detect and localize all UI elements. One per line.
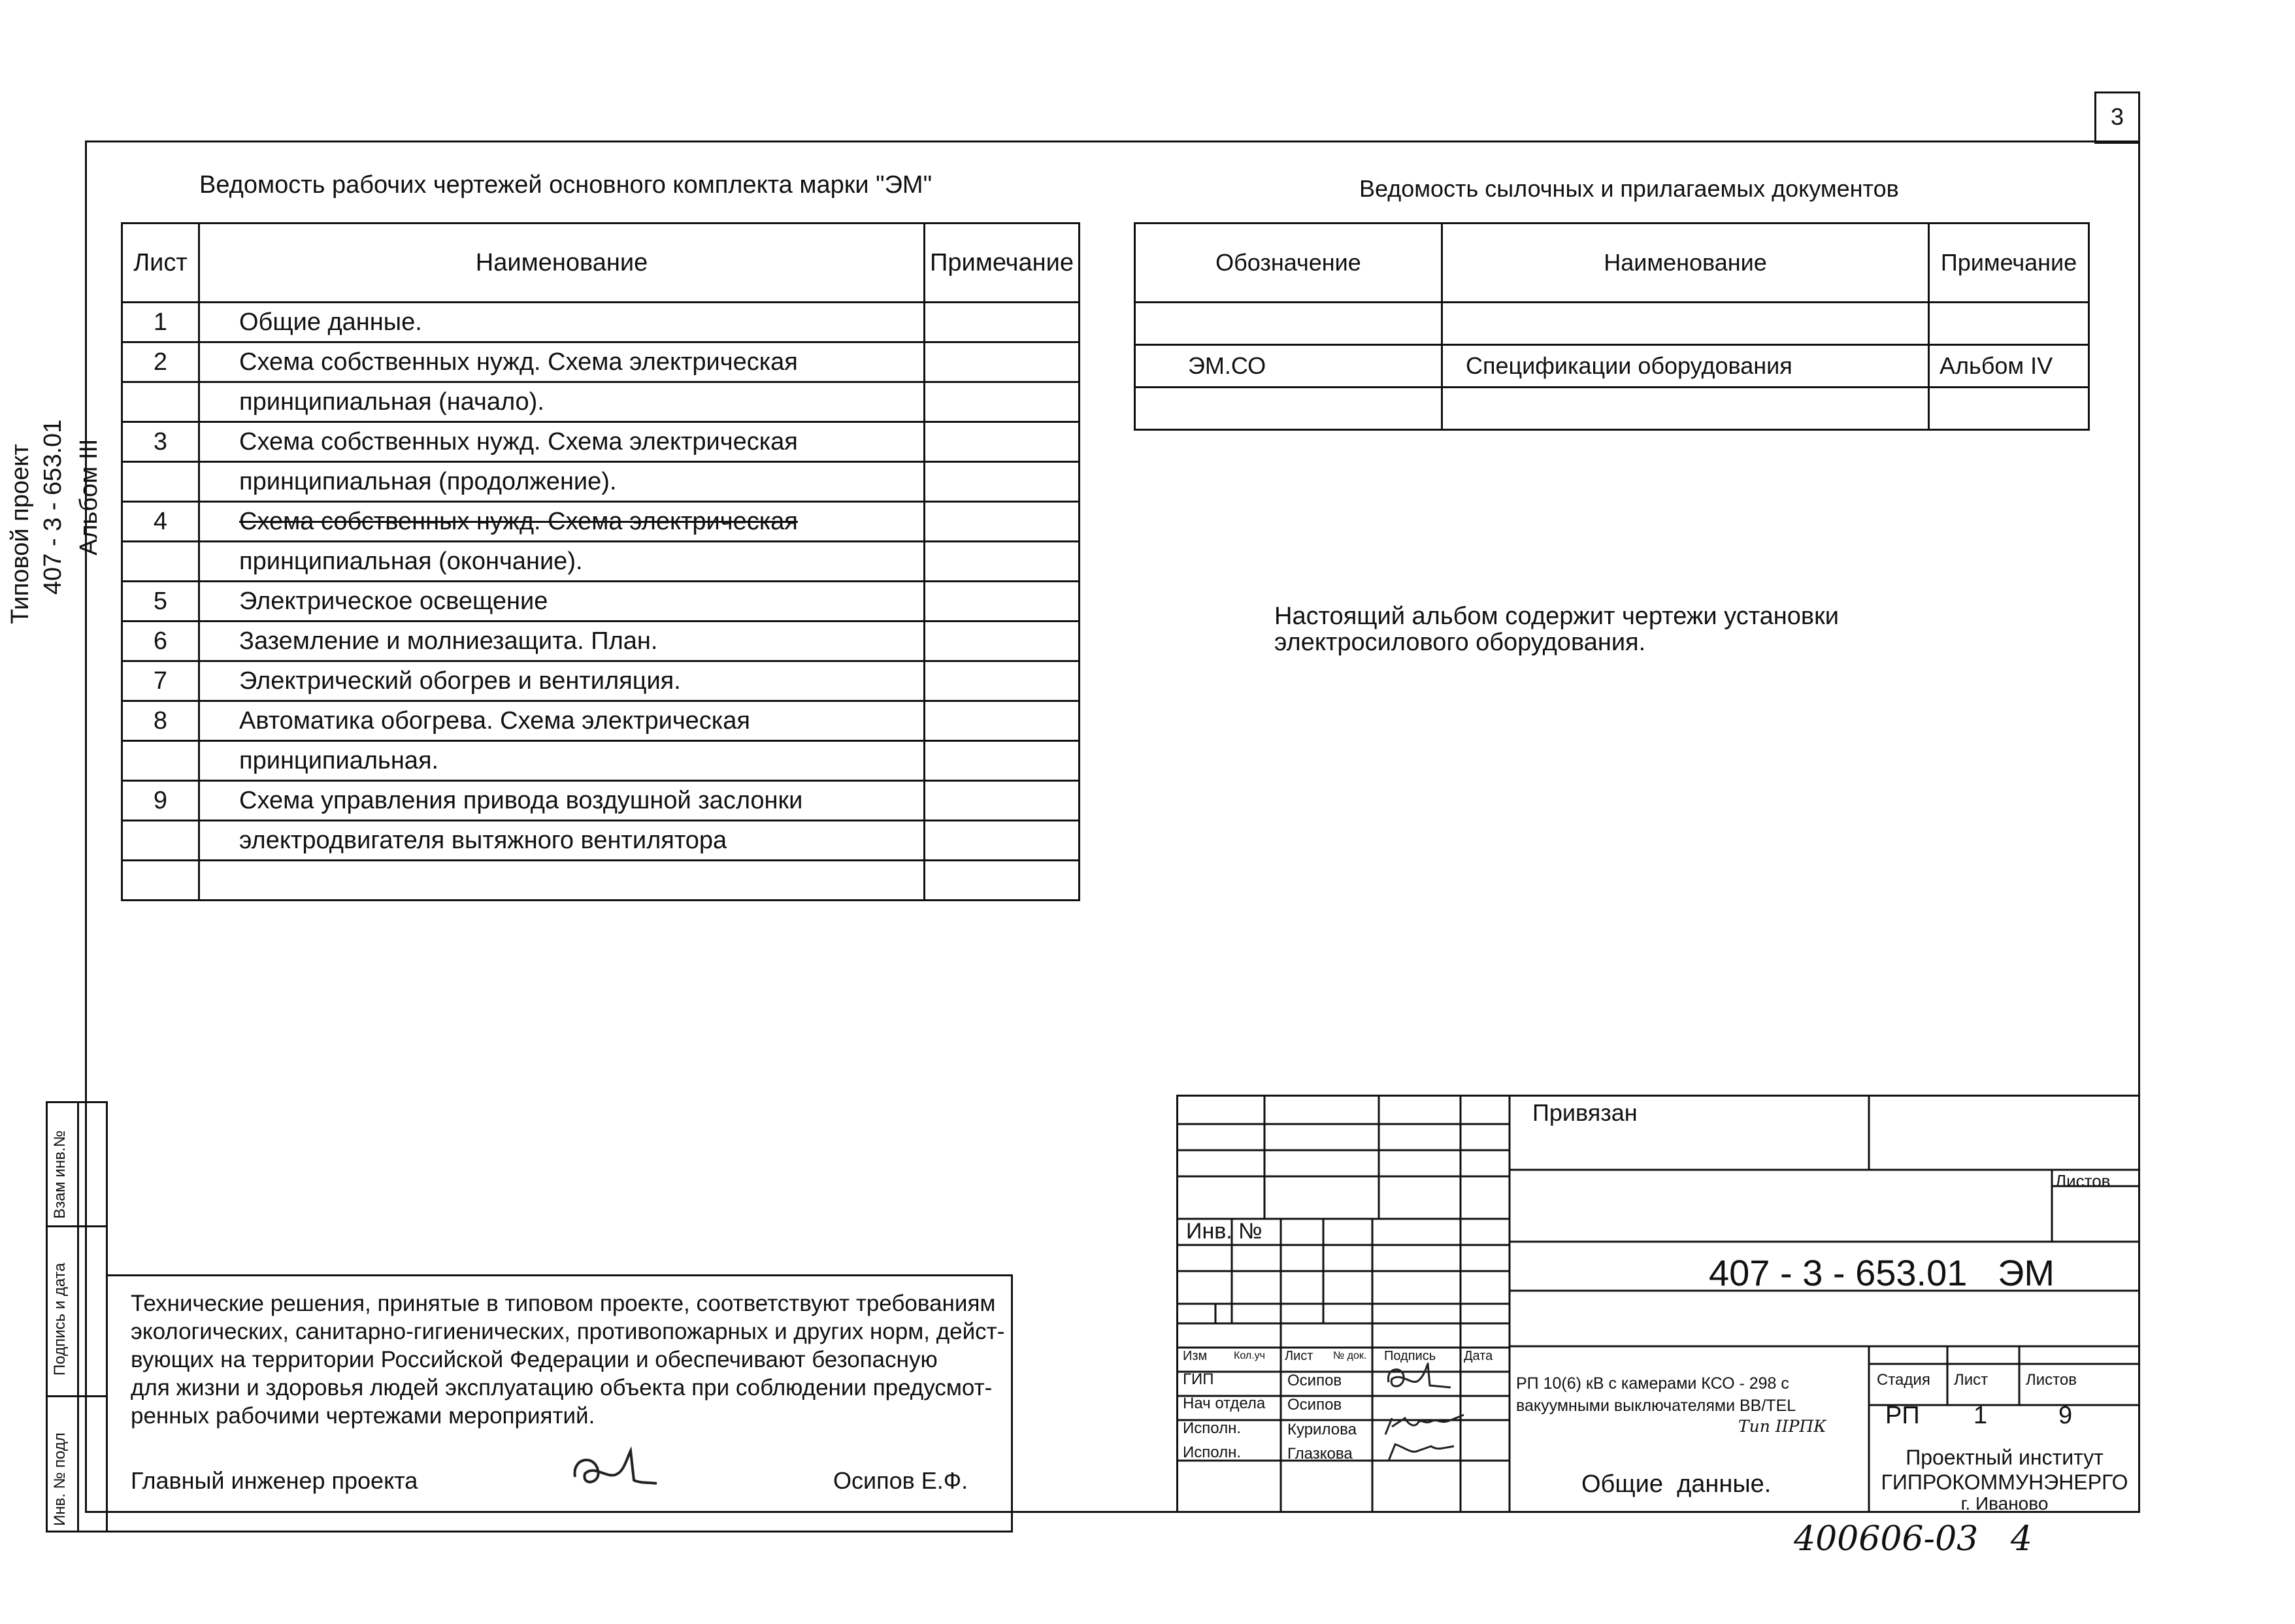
side-stamp-divider — [46, 1395, 108, 1397]
table-row — [122, 781, 1080, 821]
org-line2: ГИПРОКОММУНЭНЕРГО — [1881, 1470, 2128, 1494]
row-num — [122, 741, 199, 781]
chief-engineer-name: Осипов Е.Ф. — [833, 1467, 968, 1494]
side-stamp-divider — [77, 1101, 79, 1533]
staff-role: Исполн. — [1183, 1444, 1241, 1461]
header-note: Примечание — [1929, 224, 2089, 303]
project-type: Тип IIРПК — [1738, 1417, 1826, 1436]
drawings-table — [121, 222, 1080, 901]
staff-name: Курилова — [1287, 1421, 1357, 1438]
row-name: Заземление и молниезащита. План. — [199, 621, 925, 661]
compliance-line: вующих на территории Российской Федерации и обеспечивают безопасную — [131, 1347, 938, 1372]
staff-signatures-icon — [1379, 1363, 1477, 1467]
project-vertical-line2: 407 - 3 - 653.01 — [39, 419, 67, 595]
row-num: 7 — [122, 661, 199, 701]
side-stamp-divider — [46, 1225, 108, 1227]
table-row — [122, 422, 1080, 462]
row-num — [122, 542, 199, 582]
side-stamp-vzam: Взам инв.№ — [51, 1130, 69, 1219]
header-name: Наименование — [199, 224, 925, 303]
col-header-date: Дата — [1464, 1349, 1493, 1363]
row-name: Электрический обогрев и вентиляция. — [199, 661, 925, 701]
org-line1: Проектный институт — [1906, 1446, 2104, 1469]
stage-label: Стадия — [1877, 1371, 1930, 1389]
project-desc-line1: РП 10(6) кВ с камерами КСО - 298 с — [1516, 1374, 1789, 1393]
row-name: Схема собственных нужд. Схема электрическая — [199, 342, 925, 382]
row-note — [1929, 303, 2089, 345]
row-note — [925, 661, 1080, 701]
row-note — [925, 741, 1080, 781]
side-stamp-podpis: Подпись и дата — [51, 1263, 69, 1376]
row-name-struck: Схема собственных нужд. Схема электрическая — [199, 502, 925, 542]
row-name: Схема управления привода воздушной заслонки — [199, 781, 925, 821]
chief-engineer-label: Главный инженер проекта — [131, 1467, 418, 1494]
row-note — [925, 582, 1080, 621]
row-name: электродвигателя вытяжного вентилятора — [199, 821, 925, 861]
reference-docs-table — [1134, 222, 2090, 431]
header-code: Обозначение — [1135, 224, 1442, 303]
row-note: Альбом IV — [1929, 345, 2089, 388]
stage-value: РП — [1885, 1402, 1920, 1429]
table-row — [1135, 345, 2089, 388]
reference-docs-title: Ведомость сылочных и прилагаемых документов — [1359, 175, 1899, 202]
row-num: 2 — [122, 342, 199, 382]
table-row — [122, 462, 1080, 502]
staff-role: ГИП — [1183, 1370, 1214, 1388]
row-name: принципиальная (продолжение). — [199, 462, 925, 502]
table-row — [1135, 303, 2089, 345]
table-row — [122, 502, 1080, 542]
org-line3: г. Иваново — [1960, 1493, 2049, 1514]
sheets-value: 9 — [2058, 1402, 2073, 1429]
row-name: Электрическое освещение — [199, 582, 925, 621]
row-name: Спецификации оборудования — [1442, 345, 1929, 388]
privyazan-label: Привязан — [1532, 1099, 1638, 1126]
row-num: 6 — [122, 621, 199, 661]
sheets-label: Листов — [2026, 1371, 2077, 1389]
sheet-value: 1 — [1973, 1402, 1988, 1429]
document-code: 407 - 3 - 653.01 ЭМ — [1709, 1252, 2055, 1293]
row-name: Общие данные. — [199, 303, 925, 342]
row-code — [1135, 303, 1442, 345]
row-note — [925, 342, 1080, 382]
row-name: принципиальная (начало). — [199, 382, 925, 422]
row-code — [1135, 388, 1442, 430]
staff-role: Исполн. — [1183, 1419, 1241, 1437]
staff-name: Осипов — [1287, 1396, 1342, 1414]
row-name: Схема собственных нужд. Схема электрическая — [199, 422, 925, 462]
drawings-list-title: Ведомость рабочих чертежей основного комплекта марки "ЭМ" — [199, 171, 933, 199]
table-row — [122, 861, 1080, 901]
table-row — [122, 661, 1080, 701]
row-code: ЭМ.СО — [1135, 345, 1442, 388]
row-note — [925, 502, 1080, 542]
album-note-line1: Настоящий альбом содержит чертежи установки — [1274, 603, 1839, 630]
row-note — [925, 542, 1080, 582]
row-note — [925, 462, 1080, 502]
row-note — [925, 621, 1080, 661]
table-row — [122, 303, 1080, 342]
table-row — [1135, 388, 2089, 430]
sheet-title: Общие данные. — [1581, 1470, 1772, 1498]
row-num: 9 — [122, 781, 199, 821]
row-num: 5 — [122, 582, 199, 621]
project-desc-line2: вакуумными выключателями ВВ/TEL — [1516, 1397, 1796, 1415]
col-header-kol: Кол.уч — [1234, 1350, 1265, 1361]
project-vertical-line3: Альбом III — [75, 439, 103, 555]
header-note: Примечание — [925, 224, 1080, 303]
compliance-line: для жизни и здоровья людей эксплуатацию объекта при соблюдении предусмот- — [131, 1375, 993, 1400]
table-row — [122, 701, 1080, 741]
staff-role: Нач отдела — [1183, 1395, 1266, 1412]
listov-top-label: Листов — [2055, 1171, 2111, 1191]
row-note — [925, 821, 1080, 861]
col-header-izm: Изм — [1183, 1349, 1208, 1363]
row-name: принципиальная. — [199, 741, 925, 781]
row-num — [122, 861, 199, 901]
col-header-doc: № док. — [1333, 1350, 1367, 1361]
row-name — [199, 861, 925, 901]
compliance-line: ренных рабочими чертежами мероприятий. — [131, 1403, 595, 1429]
col-header-sign: Подпись — [1384, 1349, 1436, 1363]
row-note — [925, 382, 1080, 422]
row-note — [925, 781, 1080, 821]
header-name: Наименование — [1442, 224, 1929, 303]
side-stamp-inv: Инв. № подл — [51, 1433, 69, 1526]
row-name: Автоматика обогрева. Схема электрическая — [199, 701, 925, 741]
row-num: 8 — [122, 701, 199, 741]
page-number: 3 — [2110, 103, 2124, 130]
row-name — [1442, 303, 1929, 345]
row-note — [925, 303, 1080, 342]
row-name: принципиальная (окончание). — [199, 542, 925, 582]
compliance-line: экологических, санитарно-гигиенических, противопожарных и других норм, дейст- — [131, 1319, 1005, 1344]
table-row — [122, 821, 1080, 861]
table-row — [122, 382, 1080, 422]
table-row — [122, 741, 1080, 781]
header-sheet: Лист — [122, 224, 199, 303]
chief-signature-icon — [569, 1444, 699, 1497]
col-header-list: Лист — [1285, 1349, 1313, 1363]
table-row — [122, 542, 1080, 582]
handwritten-inventory-number: 400606-03 4 — [1794, 1519, 2032, 1559]
inv-no-label: Инв. № — [1186, 1219, 1263, 1244]
row-num: 3 — [122, 422, 199, 462]
row-num — [122, 382, 199, 422]
row-note — [925, 861, 1080, 901]
row-num: 4 — [122, 502, 199, 542]
sheet-label: Лист — [1954, 1371, 1989, 1389]
row-num — [122, 821, 199, 861]
staff-name: Глазкова — [1287, 1445, 1353, 1463]
album-note-line2: электросилового оборудования. — [1274, 629, 1646, 656]
row-name — [1442, 388, 1929, 430]
table-row — [122, 582, 1080, 621]
row-note — [925, 422, 1080, 462]
row-note — [1929, 388, 2089, 430]
staff-name: Осипов — [1287, 1372, 1342, 1389]
table-row — [122, 621, 1080, 661]
row-num — [122, 462, 199, 502]
row-note — [925, 701, 1080, 741]
project-vertical-line1: Типовой проект — [7, 444, 34, 624]
compliance-line: Технические решения, принятые в типовом проекте, соответствуют требованиям — [131, 1291, 996, 1316]
table-row — [122, 342, 1080, 382]
row-num: 1 — [122, 303, 199, 342]
